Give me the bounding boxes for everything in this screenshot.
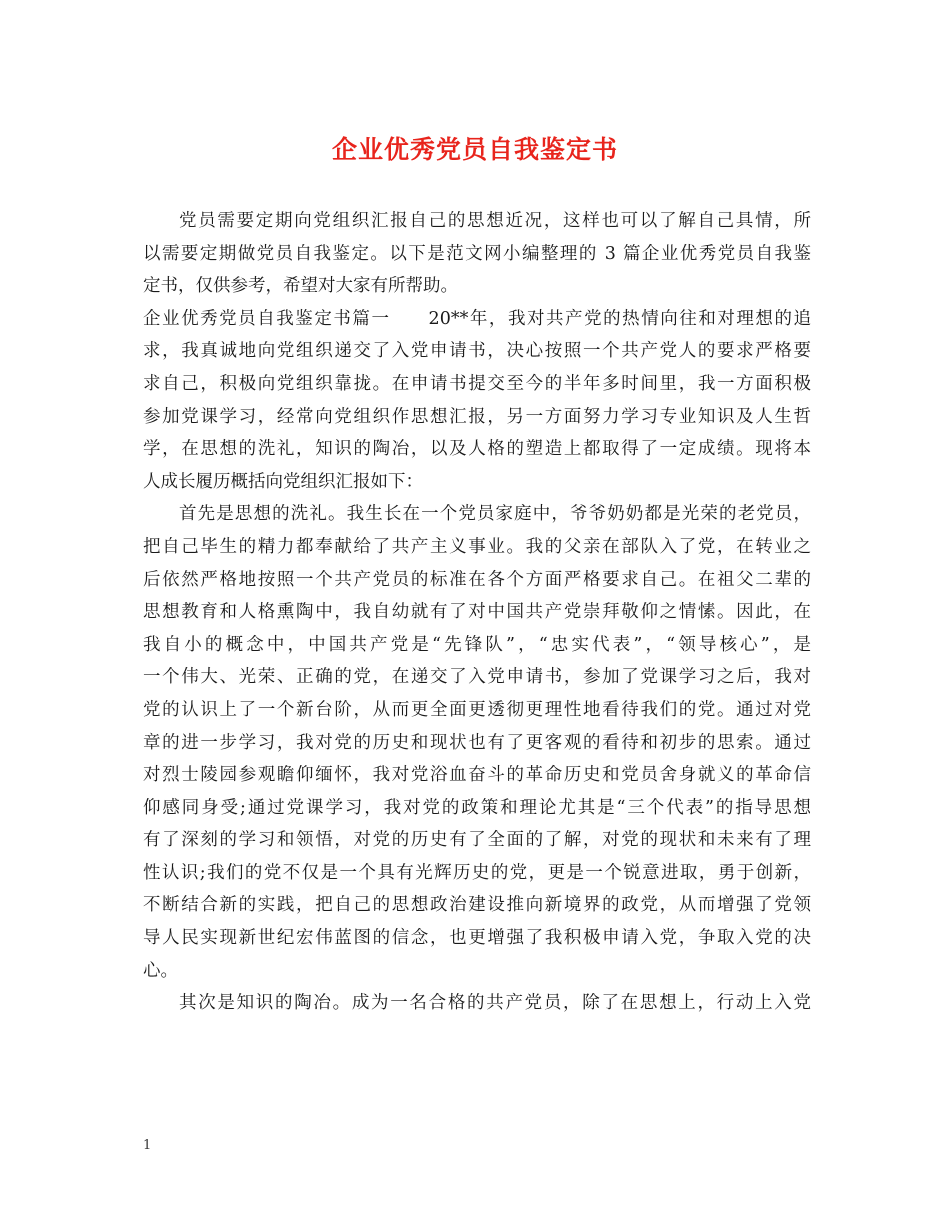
text-line: 以需要定期做党员自我鉴定。以下是范文网小编整理的 3 篇企业优秀党员自我鉴 bbox=[143, 243, 811, 264]
text-line: 导人民实现新世纪宏伟蓝图的信念，也更增强了我积极申请入党，争取入党的决 bbox=[143, 928, 811, 949]
text-line: 性认识;我们的党不仅是一个具有光辉历史的党，更是一个锐意进取，勇于创新， bbox=[143, 862, 811, 883]
text-line: 企业优秀党员自我鉴定书篇一 20**年，我对共产党的热情向往和对理想的追 bbox=[143, 308, 811, 329]
text-line: 对烈士陵园参观瞻仰缅怀，我对党浴血奋斗的革命历史和党员舍身就义的革命信 bbox=[143, 765, 811, 786]
text-line: 我自小的概念中，中国共产党是“先锋队”，“忠实代表”，“领导核心”，是 bbox=[143, 634, 811, 655]
text-line: 有了深刻的学习和领悟，对党的历史有了全面的了解，对党的现状和未来有了理 bbox=[143, 830, 811, 851]
text-line: 思想教育和人格熏陶中，我自幼就有了对中国共产党崇拜敬仰之情愫。因此，在 bbox=[143, 602, 811, 623]
text-line: 不断结合新的实践，把自己的思想政治建设推向新境界的政党，从而增强了党领 bbox=[143, 895, 811, 916]
text-line: 一个伟大、光荣、正确的党，在递交了入党申请书，参加了党课学习之后，我对 bbox=[143, 667, 811, 688]
text-line: 后依然严格地按照一个共产党员的标准在各个方面严格要求自己。在祖父二辈的 bbox=[143, 569, 811, 590]
text-line: 求，我真诚地向党组织递交了入党申请书，决心按照一个共产党人的要求严格要 bbox=[143, 341, 811, 362]
text-line: 学，在思想的洗礼，知识的陶冶，以及人格的塑造上都取得了一定成绩。现将本 bbox=[143, 439, 811, 460]
text-line: 党员需要定期向党组织汇报自己的思想近况，这样也可以了解自己具情，所 bbox=[179, 211, 811, 231]
text-line: 心。 bbox=[143, 960, 178, 981]
document-body bbox=[143, 205, 811, 1020]
page-number: 1 bbox=[143, 1138, 152, 1153]
document-title: 企业优秀党员自我鉴定书 bbox=[331, 135, 618, 164]
text-line: 人成长履历概括向党组织汇报如下： bbox=[143, 471, 423, 492]
text-line: 参加党课学习，经常向党组织作思想汇报，另一方面努力学习专业知识及人生哲 bbox=[143, 406, 811, 427]
text-line: 把自己毕生的精力都奉献给了共产主义事业。我的父亲在部队入了党，在转业之 bbox=[143, 536, 811, 557]
text-line: 定书，仅供参考，希望对大家有所帮助。 bbox=[143, 276, 458, 297]
text-line: 章的进一步学习，我对党的历史和现状也有了更客观的看待和初步的思索。通过 bbox=[143, 732, 811, 753]
text-line: 首先是思想的洗礼。我生长在一个党员家庭中，爷爷奶奶都是光荣的老党员， bbox=[179, 504, 811, 525]
text-line: 党的认识上了一个新台阶，从而更全面更透彻更理性地看待我们的党。通过对党 bbox=[143, 699, 811, 720]
text-line: 仰感同身受;通过党课学习，我对党的政策和理论尤其是“三个代表”的指导思想 bbox=[143, 797, 811, 818]
text-line: 求自己，积极向党组织靠拢。在申请书提交至今的半年多时间里，我一方面积极 bbox=[143, 373, 811, 394]
text-line: 其次是知识的陶冶。成为一名合格的共产党员，除了在思想上，行动上入党 bbox=[179, 993, 811, 1014]
